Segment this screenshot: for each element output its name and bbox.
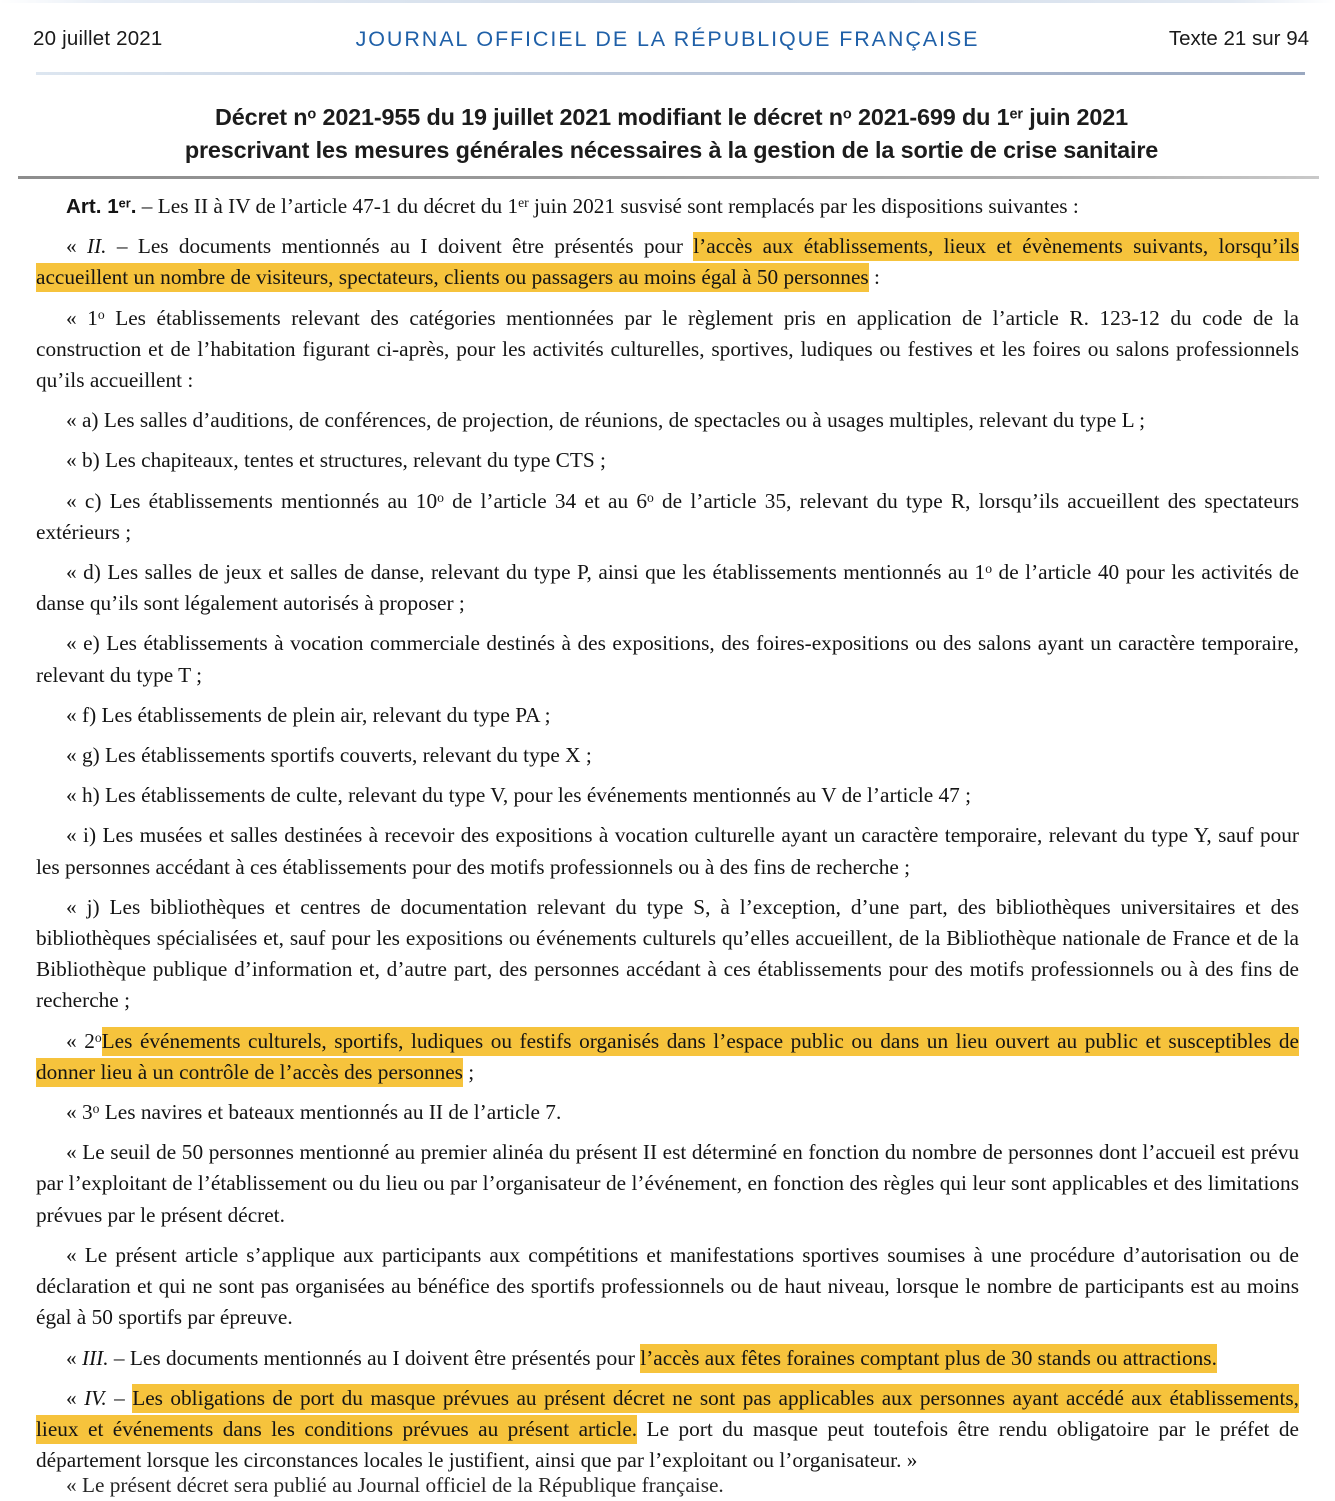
item-2-marker-sup: o [94,1029,102,1045]
item-1-text: Les établissements relevant des catégories mentionnées par le règlement pris en application de l’article R. 123-12 du code de la construction et de l’habitation figurant ci-après, pour les activités culturelles, sportives, ludiques ou festives et les foires ou salons professionnels qu’ils accueillent : [36,305,1299,393]
item-f: « f) Les établissements de plein air, relevant du type PA ; [66,702,551,727]
item-2-marker: « 2 [66,1028,95,1053]
article-dash: – [141,194,158,218]
para-II-quote: « [66,234,87,259]
para-III-quote: « [66,1345,82,1370]
item-h: « h) Les établissements de culte, relevant du type V, pour les événements mentionnés au V de l’article 47 ; [66,783,972,808]
item-2 [36,1026,1299,1088]
item-1-marker-sup: o [97,306,105,322]
paragraph-II [36,231,1299,293]
decree-title-seg-d: juin 2021 [1022,104,1128,130]
item-c-sup-2: o [647,489,654,505]
journal-title: JOURNAL OFFICIEL DE LA RÉPUBLIQUE FRANÇAISE [355,26,980,51]
item-c [36,486,1299,548]
running-head [0,22,1335,56]
ordinal-sup-2: o [842,106,852,123]
item-2-tail: ; [462,1059,475,1084]
ordinal-sup-3: er [1009,106,1023,123]
para-II-highlight: l’accès aux établissements, lieux et évènements suivants, lorsqu’ils accueillent un nombre de visiteurs, spectateurs, clients ou passagers au moins égal à 50 personnes [36,232,1299,292]
para-IV-tail: Le port du masque peut toutefois être rendu obligatoire par le préfet de département lorsque les circonstances locales le justifient, ainsi que par l’exploitant ou l’organisateur. » [36,1416,1299,1473]
paragraph-IV [36,1383,1299,1477]
item-g: « g) Les établissements sportifs couverts, relevant du type X ; [66,743,592,768]
item-d [36,557,1299,619]
item-i: « i) Les musées et salles destinées à recevoir des expositions à vocation culturelle ayant un caractère temporaire, relevant du type Y, sauf pour les personnes accédant à ces établissements pour des motifs professionnels ou à des fins de recherche ; [36,823,1299,879]
article-1-paragraph [36,191,1299,222]
decree-title-line-2: prescrivant les mesures générales nécessaires à la gestion de la sortie de crise sanitaire [184,137,1159,163]
para-II-lead: Les documents mentionnés au I doivent être présentés pour [137,234,694,259]
document-body [36,191,1299,1476]
para-II-dash: – [106,234,138,259]
para-IV-quote: « [66,1385,85,1410]
item-d-pre: « d) Les salles de jeux et salles de danse, relevant du type P, ainsi que les établissements mentionnés au 1 [66,560,986,585]
item-2-highlight: Les événements culturels, sportifs, ludiques ou festifs organisés dans l’espace public ou dans un lieu ouvert au public et susceptibles de donner lieu à un contrôle de l’accès des personnes [36,1027,1299,1087]
article-intro-sup: er [518,195,529,211]
article-label-period: . [130,195,137,218]
para-III-dash: – [108,1345,130,1370]
item-3-marker: « 3 [66,1100,93,1125]
decree-title-seg-c: 2021-699 du 1 [851,104,1010,130]
publication-date: 20 juillet 2021 [33,27,163,50]
page-top-rule [0,0,1335,3]
decree-title [70,101,1273,167]
para-III-highlight: l’accès aux fêtes foraines comptant plus de 30 stands ou attractions. [640,1344,1217,1373]
item-d-post: de l’article 40 pour les activités de danse qu’ils sont légalement autorisés à proposer ; [36,560,1299,616]
paragraph-sportifs: « Le présent article s’applique aux participants aux compétitions et manifestations sportives soumises à une procédure d’autorisation ou de déclaration et qui ne sont pas organisées au bénéfice des sportifs professionnels ou de haut niveau, lorsque le nombre de participants est au moins égal à 50 sportifs par épreuve. [36,1242,1299,1330]
para-III-lead: Les documents mentionnés au I doivent être présentés pour [129,1345,641,1370]
item-1 [36,303,1299,397]
item-b: « b) Les chapiteaux, tentes et structures, relevant du type CTS ; [66,448,606,473]
clipped-bottom-line: « Le présent décret sera publié au Journal officiel de la République française. [66,1473,724,1497]
para-II-roman: II. [86,234,107,259]
item-j: « j) Les bibliothèques et centres de documentation relevant du type S, à l’exception, d’une part, des bibliothèques universitaires et des bibliothèques spécialisées et, sauf pour les expositions ou événements culturels qu’elles accueillent, de la Bibliothèque nationale de France et de la Bibliothèque publique d’information et, d’autre part, des personnes accédant à ces établissements pour des motifs professionnels ou à des fins de recherche ; [36,894,1299,1013]
paragraph-seuil: « Le seuil de 50 personnes mentionné au premier alinéa du présent II est déterminé en fonction du nombre de personnes dont l’accueil est prévu par l’exploitant de l’établissement ou du lieu ou par l’organisateur de l’événement, en fonction des règles qui leur sont applicables et des limitations prévues par le présent décret. [36,1140,1299,1227]
article-intro: Les II à IV de l’article 47-1 du décret du 1 [157,194,519,218]
decree-title-line-1 [215,104,1128,130]
item-3 [36,1097,1299,1128]
paragraph-III [36,1343,1299,1374]
title-divider [18,176,1319,179]
item-c-sup-1: o [437,489,444,505]
text-folio: Texte 21 sur 94 [1168,27,1309,50]
article-label-text: Art. 1 [66,195,119,218]
item-c-post: de l’article 35, relevant du type R, lorsqu’ils accueillent des spectateurs extérieurs ; [36,488,1299,544]
ordinal-sup-1: o [307,106,317,123]
para-IV-highlight: Les obligations de port du masque prévues au présent décret ne sont pas applicables aux personnes ayant accédé aux établissements, lieux et événements dans les conditions prévues au présent article. [36,1384,1299,1444]
decree-title-seg-b: 2021-955 du 19 juillet 2021 modifiant le décret n [316,104,843,130]
item-1-marker: « 1 [66,305,98,330]
para-II-tail: : [868,265,880,290]
header-divider [36,72,1305,75]
item-c-mid: de l’article 34 et au 6 [443,488,647,513]
decree-title-seg-a: Décret n [214,104,308,130]
para-IV-dash: – [106,1385,133,1410]
article-label-sup: er [118,195,131,211]
para-III-roman: III. [81,1345,109,1370]
para-IV-roman: IV. [84,1385,107,1410]
article-intro-tail: juin 2021 susvisé sont remplacés par les dispositions suivantes : [528,194,1079,218]
item-3-text: Les navires et bateaux mentionnés au II de l’article 7. [99,1100,562,1125]
article-label [66,195,136,218]
item-3-marker-sup: o [92,1101,100,1117]
item-e: « e) Les établissements à vocation commerciale destinés à des expositions, des foires-expositions ou des salons ayant un caractère temporaire, relevant du type T ; [36,631,1299,687]
item-c-pre: « c) Les établissements mentionnés au 10 [66,488,438,513]
item-d-sup-1: o [985,561,993,577]
item-a: « a) Les salles d’auditions, de conférences, de projection, de réunions, de spectacles ou à usages multiples, relevant du type L ; [66,408,1146,433]
